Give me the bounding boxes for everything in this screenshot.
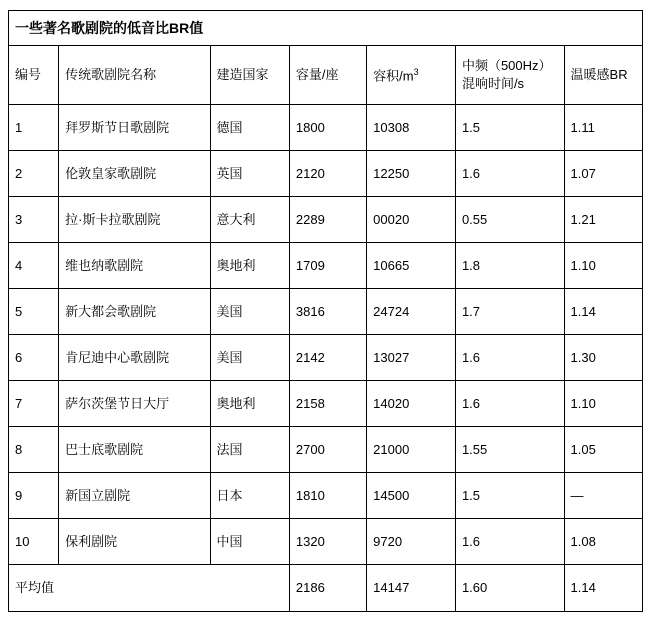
- cell-id: 3: [9, 197, 59, 243]
- column-header-br: 温暖感BR: [564, 46, 642, 105]
- cell-name: 拉·斯卡拉歌剧院: [59, 197, 210, 243]
- average-br: 1.14: [564, 565, 642, 612]
- table-row: [9, 427, 643, 473]
- cell-name: 巴士底歌剧院: [59, 427, 210, 473]
- column-header-reverb-line2: 混响时间/s: [461, 76, 525, 91]
- cell-volume: 9720: [367, 519, 456, 565]
- cell-id: 8: [9, 427, 59, 473]
- column-header-reverb-line1: 中频（500Hz）: [461, 58, 552, 74]
- cell-br: 1.07: [564, 151, 642, 197]
- average-reverb: 1.60: [455, 565, 564, 612]
- cell-capacity: 2289: [289, 197, 366, 243]
- table-header-row: [9, 46, 643, 105]
- table-row: [9, 105, 643, 151]
- cell-reverb: 1.55: [455, 427, 564, 473]
- cell-reverb: 1.5: [455, 105, 564, 151]
- cell-reverb: 1.8: [455, 243, 564, 289]
- cell-reverb: 1.6: [455, 381, 564, 427]
- cell-capacity: 1320: [289, 519, 366, 565]
- table-title-row: [9, 11, 643, 46]
- cell-country: 日本: [210, 473, 289, 519]
- cell-country: 法国: [210, 427, 289, 473]
- cell-id: 4: [9, 243, 59, 289]
- table-row: [9, 335, 643, 381]
- cell-volume: 21000: [367, 427, 456, 473]
- cell-br: 1.14: [564, 289, 642, 335]
- cell-volume: 14020: [367, 381, 456, 427]
- column-header-volume-exponent: 3: [413, 66, 419, 77]
- cell-id: 9: [9, 473, 59, 519]
- table-row: [9, 519, 643, 565]
- cell-country: 德国: [210, 105, 289, 151]
- table-row: [9, 151, 643, 197]
- cell-capacity: 2120: [289, 151, 366, 197]
- cell-br: 1.21: [564, 197, 642, 243]
- average-label: 平均值: [9, 565, 290, 612]
- cell-volume: 14500: [367, 473, 456, 519]
- column-header-capacity: 容量/座: [289, 46, 366, 105]
- table-average-row: [9, 565, 643, 612]
- cell-country: 英国: [210, 151, 289, 197]
- cell-id: 7: [9, 381, 59, 427]
- table-row: [9, 197, 643, 243]
- cell-br: 1.30: [564, 335, 642, 381]
- cell-id: 5: [9, 289, 59, 335]
- cell-reverb: 1.6: [455, 151, 564, 197]
- cell-id: 1: [9, 105, 59, 151]
- cell-br: 1.11: [564, 105, 642, 151]
- cell-volume: 10665: [367, 243, 456, 289]
- column-header-volume-text: 容积/m: [373, 67, 414, 83]
- column-header-country: 建造国家: [210, 46, 289, 105]
- cell-volume: 24724: [367, 289, 456, 335]
- cell-br: 1.05: [564, 427, 642, 473]
- table-row: [9, 243, 643, 289]
- cell-capacity: 1800: [289, 105, 366, 151]
- cell-country: 奥地利: [210, 243, 289, 289]
- average-volume: 14147: [367, 565, 456, 612]
- column-header-volume: [367, 46, 456, 105]
- cell-capacity: 2158: [289, 381, 366, 427]
- cell-br: 1.10: [564, 381, 642, 427]
- cell-reverb: 1.6: [455, 335, 564, 381]
- cell-id: 2: [9, 151, 59, 197]
- cell-country: 意大利: [210, 197, 289, 243]
- cell-br: 1.10: [564, 243, 642, 289]
- opera-house-br-table: [8, 10, 643, 612]
- cell-volume: 13027: [367, 335, 456, 381]
- cell-br: —: [564, 473, 642, 519]
- cell-capacity: 1810: [289, 473, 366, 519]
- column-header-reverb: [455, 46, 564, 105]
- cell-name: 肯尼迪中心歌剧院: [59, 335, 210, 381]
- table-row: [9, 473, 643, 519]
- cell-name: 新大都会歌剧院: [59, 289, 210, 335]
- cell-id: 6: [9, 335, 59, 381]
- cell-name: 拜罗斯节日歌剧院: [59, 105, 210, 151]
- cell-capacity: 3816: [289, 289, 366, 335]
- cell-name: 保利剧院: [59, 519, 210, 565]
- cell-capacity: 1709: [289, 243, 366, 289]
- cell-country: 中国: [210, 519, 289, 565]
- cell-name: 萨尔茨堡节日大厅: [59, 381, 210, 427]
- table-row: [9, 381, 643, 427]
- cell-name: 新国立剧院: [59, 473, 210, 519]
- cell-volume: 00020: [367, 197, 456, 243]
- cell-country: 奥地利: [210, 381, 289, 427]
- cell-volume: 12250: [367, 151, 456, 197]
- table-row: [9, 289, 643, 335]
- cell-country: 美国: [210, 289, 289, 335]
- column-header-name: 传统歌剧院名称: [59, 46, 210, 105]
- cell-id: 10: [9, 519, 59, 565]
- cell-name: 伦敦皇家歌剧院: [59, 151, 210, 197]
- cell-br: 1.08: [564, 519, 642, 565]
- cell-reverb: 1.5: [455, 473, 564, 519]
- average-capacity: 2186: [289, 565, 366, 612]
- cell-name: 维也纳歌剧院: [59, 243, 210, 289]
- column-header-id: 编号: [9, 46, 59, 105]
- cell-reverb: 0.55: [455, 197, 564, 243]
- cell-volume: 10308: [367, 105, 456, 151]
- cell-reverb: 1.7: [455, 289, 564, 335]
- table-title: 一些著名歌剧院的低音比BR值: [9, 11, 643, 46]
- cell-country: 美国: [210, 335, 289, 381]
- cell-capacity: 2142: [289, 335, 366, 381]
- cell-reverb: 1.6: [455, 519, 564, 565]
- cell-capacity: 2700: [289, 427, 366, 473]
